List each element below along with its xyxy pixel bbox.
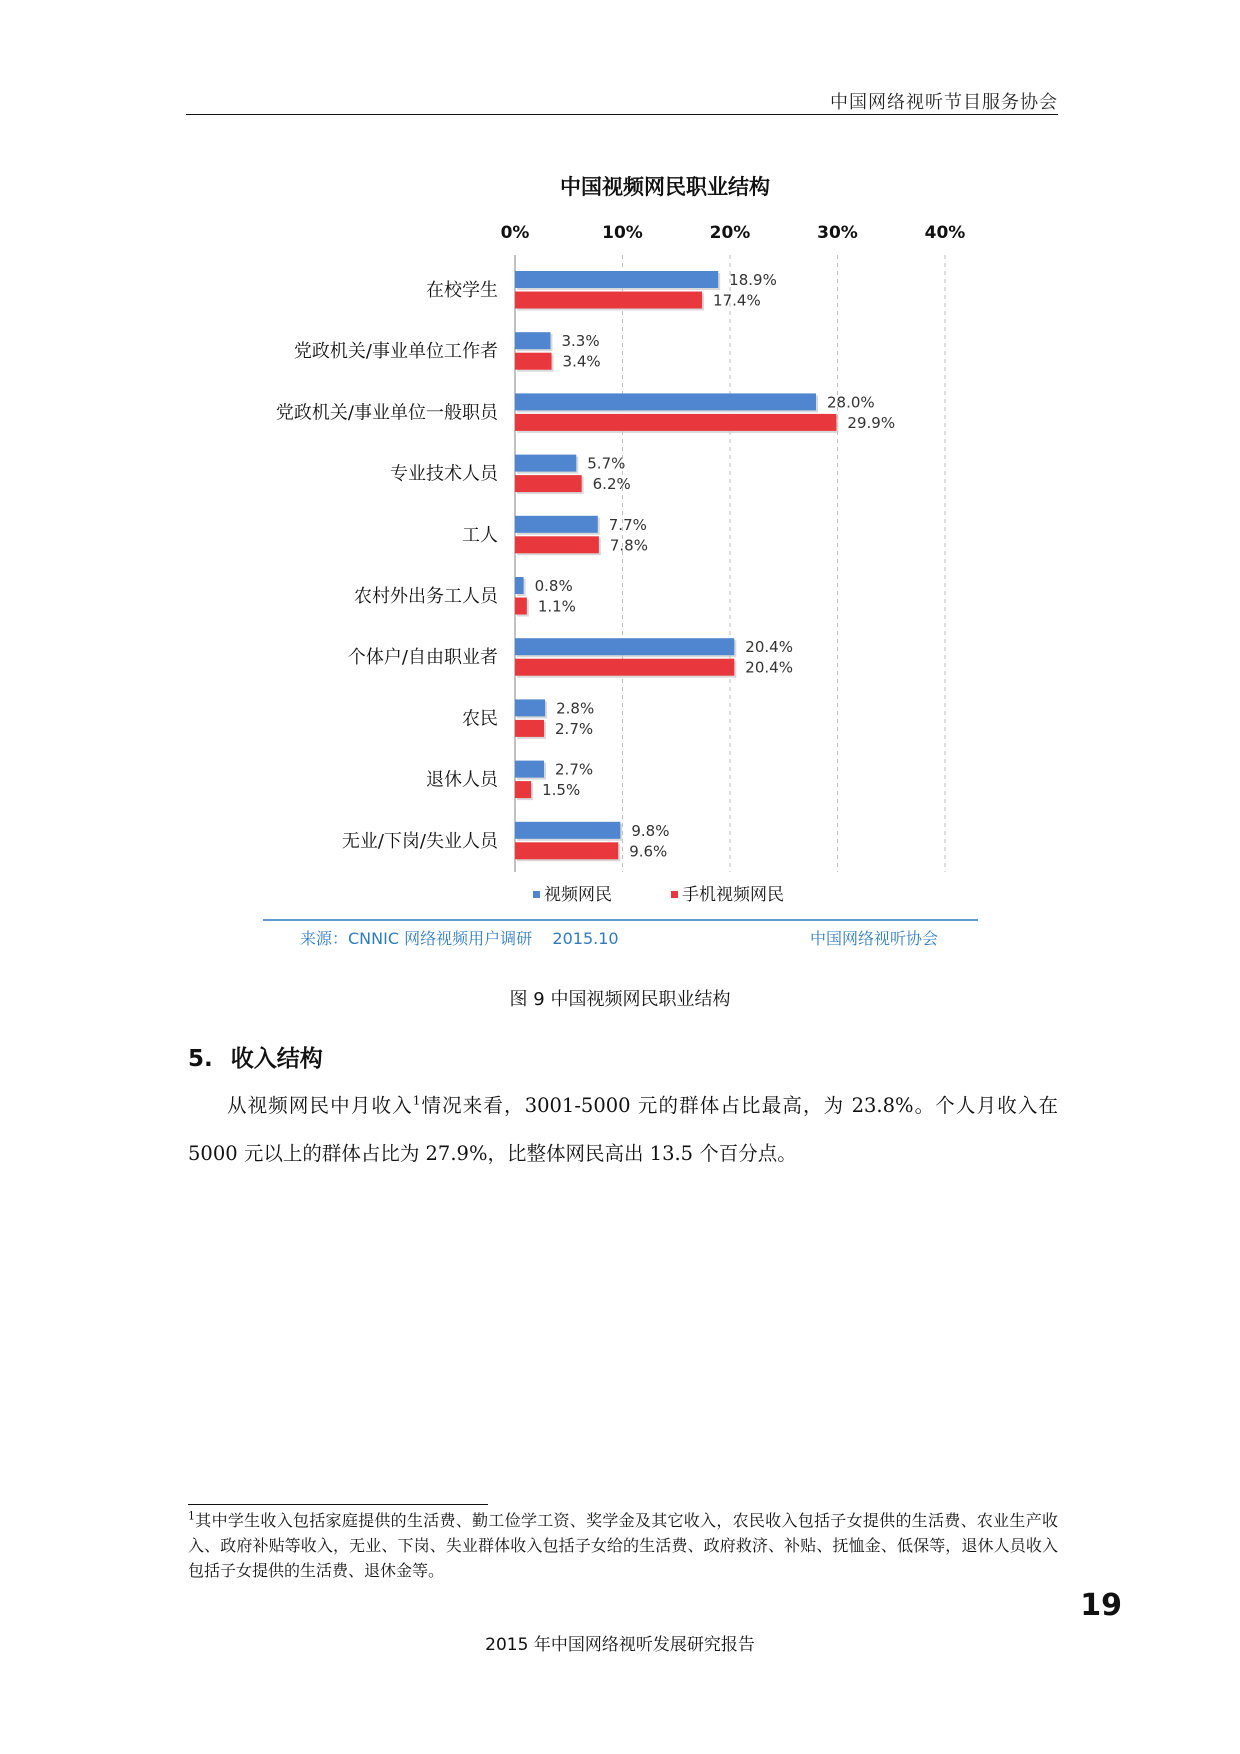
x-tick-label: 10% [602, 223, 643, 243]
bar-mobile-video-users [515, 536, 599, 553]
data-label: 1.1% [537, 597, 576, 616]
bar-video-users [515, 332, 550, 349]
chart-x-axis [501, 223, 966, 243]
data-label: 0.8% [534, 577, 573, 595]
bar-video-users [515, 393, 816, 410]
category-label: 党政机关/事业单位一般职员 [275, 402, 498, 424]
data-label: 6.2% [592, 475, 631, 494]
bar-mobile-video-users [515, 292, 702, 309]
paragraph-text-start: 从视频网民中月收入 [227, 1094, 413, 1117]
data-label: 20.4% [745, 658, 793, 677]
data-label: 1.5% [542, 781, 581, 800]
data-label: 2.7% [555, 760, 594, 779]
data-label: 7.8% [609, 536, 648, 555]
income-paragraph [188, 1082, 1058, 1178]
data-label: 29.9% [847, 413, 896, 432]
chart-legend [533, 885, 784, 905]
data-label: 3.3% [561, 332, 600, 351]
header-organization: 中国网络视听节目服务协会 [830, 92, 1058, 113]
bar-mobile-video-users [515, 842, 618, 859]
data-label: 20.4% [745, 638, 793, 657]
category-label: 专业技术人员 [390, 463, 498, 485]
data-label: 3.4% [562, 352, 601, 371]
chart-title: 中国视频网民职业结构 [560, 175, 770, 199]
category-label: 退休人员 [426, 769, 498, 791]
data-label: 18.9% [729, 271, 777, 289]
legend-label: 手机视频网民 [682, 885, 784, 905]
category-label: 农村外出务工人员 [354, 586, 498, 607]
bar-video-users [515, 822, 620, 839]
category-label: 党政机关/事业单位工作者 [293, 341, 498, 363]
footnote-marker: 1 [188, 1509, 195, 1523]
data-label: 9.6% [629, 842, 668, 861]
bar-mobile-video-users [515, 781, 531, 798]
category-label: 个体户/自由职业者 [347, 647, 498, 669]
data-label: 2.7% [555, 719, 594, 738]
bar-video-users [515, 271, 718, 288]
x-tick-label: 40% [924, 223, 966, 243]
legend-swatch-video [533, 891, 540, 898]
bar-mobile-video-users [515, 659, 734, 676]
footnote-text: 其中学生收入包括家庭提供的生活费、勤工俭学工资、奖学金及其它收入，农民收入包括子女提供的生活费、农业生产收入、政府补贴等收入，无业、下岗、失业群体收入包括子女给的生活费、政府救济、补贴、抚恤金、低保等，退休人员收入包括子女提供的生活费、退休金等。 [188, 1511, 1058, 1580]
header-divider [186, 114, 1058, 115]
section-number: 5. [188, 1046, 213, 1072]
data-label: 17.4% [713, 291, 761, 310]
footnote [188, 1508, 1058, 1583]
footnote-reference[interactable]: 1 [412, 1093, 421, 1108]
chart-y-axis [276, 280, 500, 852]
figure-caption: 图 9 中国视频网民职业结构 [509, 989, 731, 1010]
category-label: 无业/下岗/失业人员 [341, 830, 498, 852]
data-label: 9.8% [631, 821, 670, 840]
bar-mobile-video-users [515, 598, 527, 615]
bar-mobile-video-users [515, 475, 582, 492]
section-heading [188, 1040, 323, 1073]
bar-video-users [515, 638, 734, 655]
bar-video-users [515, 699, 545, 716]
data-label: 2.8% [556, 699, 595, 718]
chart-bars [515, 271, 895, 861]
bar-mobile-video-users [515, 414, 836, 431]
bar-video-users [515, 577, 524, 594]
x-tick-label: 0% [500, 223, 530, 243]
paragraph-text-end: 情况来看，3001-5000 元的群体占比最高，为 23.8%。个人月收入在 5000 元以上的群体占比为 27.9%，比整体网民高出 13.5 个百分点。 [188, 1094, 1058, 1165]
bar-video-users [515, 455, 576, 472]
x-tick-label: 30% [817, 223, 858, 243]
x-tick-label: 20% [709, 223, 751, 243]
footer-report-title: 2015 年中国网络视听发展研究报告 [485, 1635, 755, 1655]
legend-label: 视频网民 [544, 885, 612, 905]
footnote-divider [188, 1504, 488, 1505]
category-label: 在校学生 [426, 280, 498, 301]
section-title: 收入结构 [230, 1046, 323, 1072]
data-label: 7.7% [608, 515, 647, 534]
bar-mobile-video-users [515, 720, 544, 737]
data-label: 5.7% [587, 454, 626, 473]
bar-video-users [515, 516, 598, 533]
chart-source-note: 来源：CNNIC 网络视频用户调研 2015.10 [300, 929, 619, 948]
legend-swatch-mobile [671, 891, 678, 898]
page-number: 19 [1080, 1588, 1122, 1623]
category-label: 农民 [462, 708, 498, 730]
chart-brand: 中国网络视听协会 [810, 929, 939, 948]
bar-video-users [515, 761, 544, 778]
category-label: 工人 [462, 524, 498, 546]
data-label: 28.0% [827, 393, 875, 412]
bar-mobile-video-users [515, 353, 552, 370]
occupation-bar-chart [0, 160, 1240, 960]
